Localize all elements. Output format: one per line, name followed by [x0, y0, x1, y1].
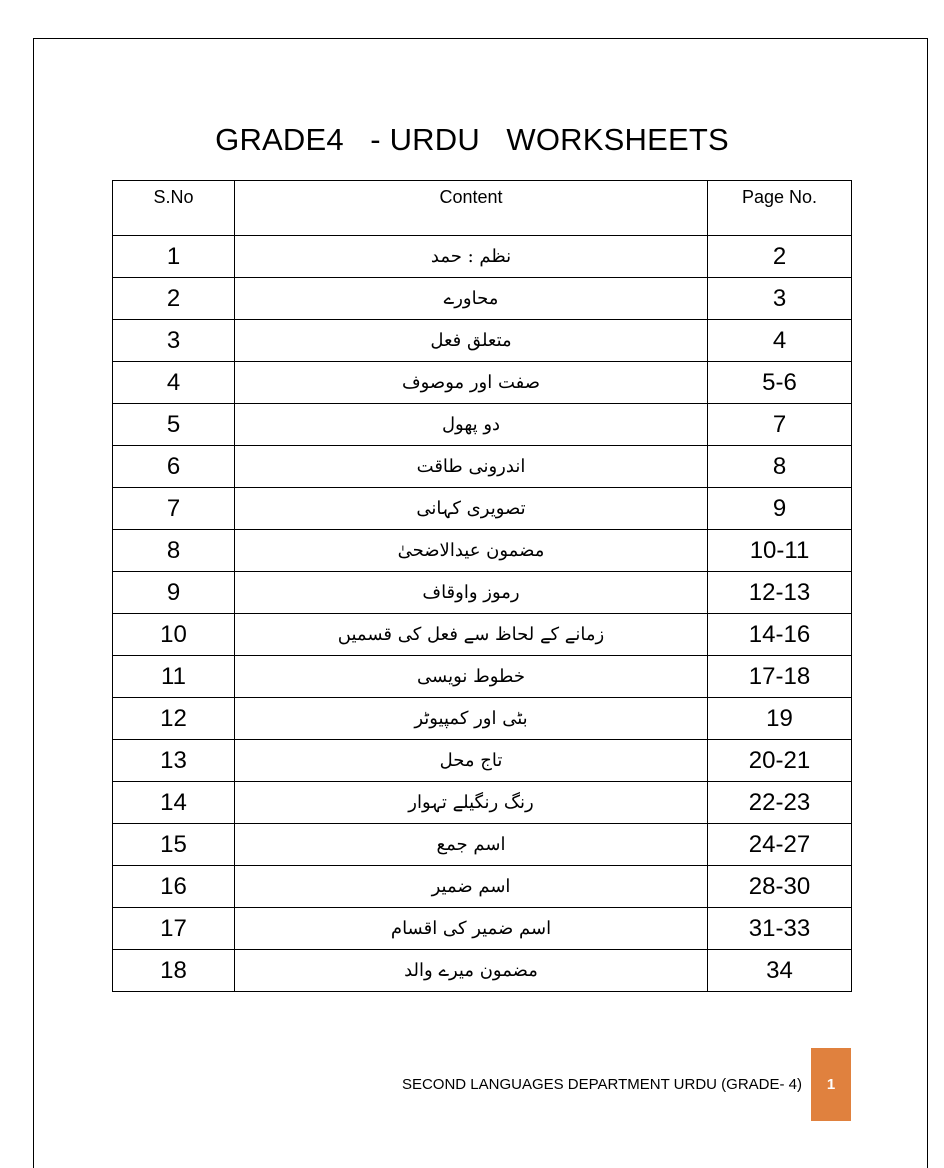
row-content-title: دو پھول — [235, 404, 708, 446]
row-page-number: 28-30 — [708, 866, 852, 908]
row-page-number: 24-27 — [708, 824, 852, 866]
column-header-content: Content — [235, 181, 708, 236]
row-content-title: متعلق فعل — [235, 320, 708, 362]
row-content-title: رنگ رنگیلے تہوار — [235, 782, 708, 824]
table-row — [113, 404, 852, 446]
table-row — [113, 320, 852, 362]
row-content-title: نظم : حمد — [235, 236, 708, 278]
footer-department-text: SECOND LANGUAGES DEPARTMENT URDU (GRADE- 4) — [401, 1076, 802, 1093]
row-page-number: 7 — [708, 404, 852, 446]
row-content-title: زمانے کے لحاظ سے فعل کی قسمیں — [235, 614, 708, 656]
row-serial-number: 18 — [113, 950, 235, 992]
table-row — [113, 614, 852, 656]
table-row — [113, 278, 852, 320]
row-content-title: بٹی اور کمپیوٹر — [235, 698, 708, 740]
row-serial-number: 13 — [113, 740, 235, 782]
row-content-title: خطوط نویسی — [235, 656, 708, 698]
table-row — [113, 908, 852, 950]
row-serial-number: 9 — [113, 572, 235, 614]
row-page-number: 4 — [708, 320, 852, 362]
table-header-row — [113, 181, 852, 236]
table-row — [113, 530, 852, 572]
row-serial-number: 7 — [113, 488, 235, 530]
row-page-number: 14-16 — [708, 614, 852, 656]
row-page-number: 3 — [708, 278, 852, 320]
row-page-number: 8 — [708, 446, 852, 488]
row-serial-number: 10 — [113, 614, 235, 656]
page-number-badge: 1 — [811, 1048, 851, 1121]
table-row — [113, 236, 852, 278]
row-serial-number: 2 — [113, 278, 235, 320]
row-content-title: مضمون میرے والد — [235, 950, 708, 992]
row-serial-number: 15 — [113, 824, 235, 866]
row-page-number: 2 — [708, 236, 852, 278]
row-serial-number: 4 — [113, 362, 235, 404]
row-content-title: تصویری کہانی — [235, 488, 708, 530]
row-content-title: اسم ضمیر کی اقسام — [235, 908, 708, 950]
row-serial-number: 17 — [113, 908, 235, 950]
table-row — [113, 866, 852, 908]
row-content-title: اندرونی طاقت — [235, 446, 708, 488]
column-header-page: Page No. — [708, 181, 852, 236]
row-serial-number: 6 — [113, 446, 235, 488]
row-serial-number: 16 — [113, 866, 235, 908]
row-page-number: 20-21 — [708, 740, 852, 782]
page-title: GRADE4 - URDU WORKSHEETS — [215, 122, 729, 157]
table-row — [113, 362, 852, 404]
row-content-title: رموز واوقاف — [235, 572, 708, 614]
row-page-number: 31-33 — [708, 908, 852, 950]
row-page-number: 19 — [708, 698, 852, 740]
row-serial-number: 14 — [113, 782, 235, 824]
row-page-number: 34 — [708, 950, 852, 992]
row-serial-number: 8 — [113, 530, 235, 572]
row-page-number: 22-23 — [708, 782, 852, 824]
row-content-title: اسم ضمیر — [235, 866, 708, 908]
table-row — [113, 446, 852, 488]
table-row — [113, 824, 852, 866]
row-content-title: اسم جمع — [235, 824, 708, 866]
table-row — [113, 782, 852, 824]
row-serial-number: 12 — [113, 698, 235, 740]
table-row — [113, 698, 852, 740]
column-header-sno: S.No — [113, 181, 235, 236]
row-content-title: تاج محل — [235, 740, 708, 782]
table-row — [113, 572, 852, 614]
row-content-title: صفت اور موصوف — [235, 362, 708, 404]
row-page-number: 10-11 — [708, 530, 852, 572]
row-serial-number: 3 — [113, 320, 235, 362]
table-row — [113, 740, 852, 782]
row-page-number: 9 — [708, 488, 852, 530]
row-page-number: 17-18 — [708, 656, 852, 698]
row-content-title: مضمون عیدالاضحیٰ — [235, 530, 708, 572]
contents-table — [112, 180, 852, 992]
row-page-number: 12-13 — [708, 572, 852, 614]
row-serial-number: 5 — [113, 404, 235, 446]
row-serial-number: 1 — [113, 236, 235, 278]
row-page-number: 5-6 — [708, 362, 852, 404]
table-row — [113, 488, 852, 530]
row-serial-number: 11 — [113, 656, 235, 698]
row-content-title: محاورے — [235, 278, 708, 320]
table-row — [113, 656, 852, 698]
table-row — [113, 950, 852, 992]
